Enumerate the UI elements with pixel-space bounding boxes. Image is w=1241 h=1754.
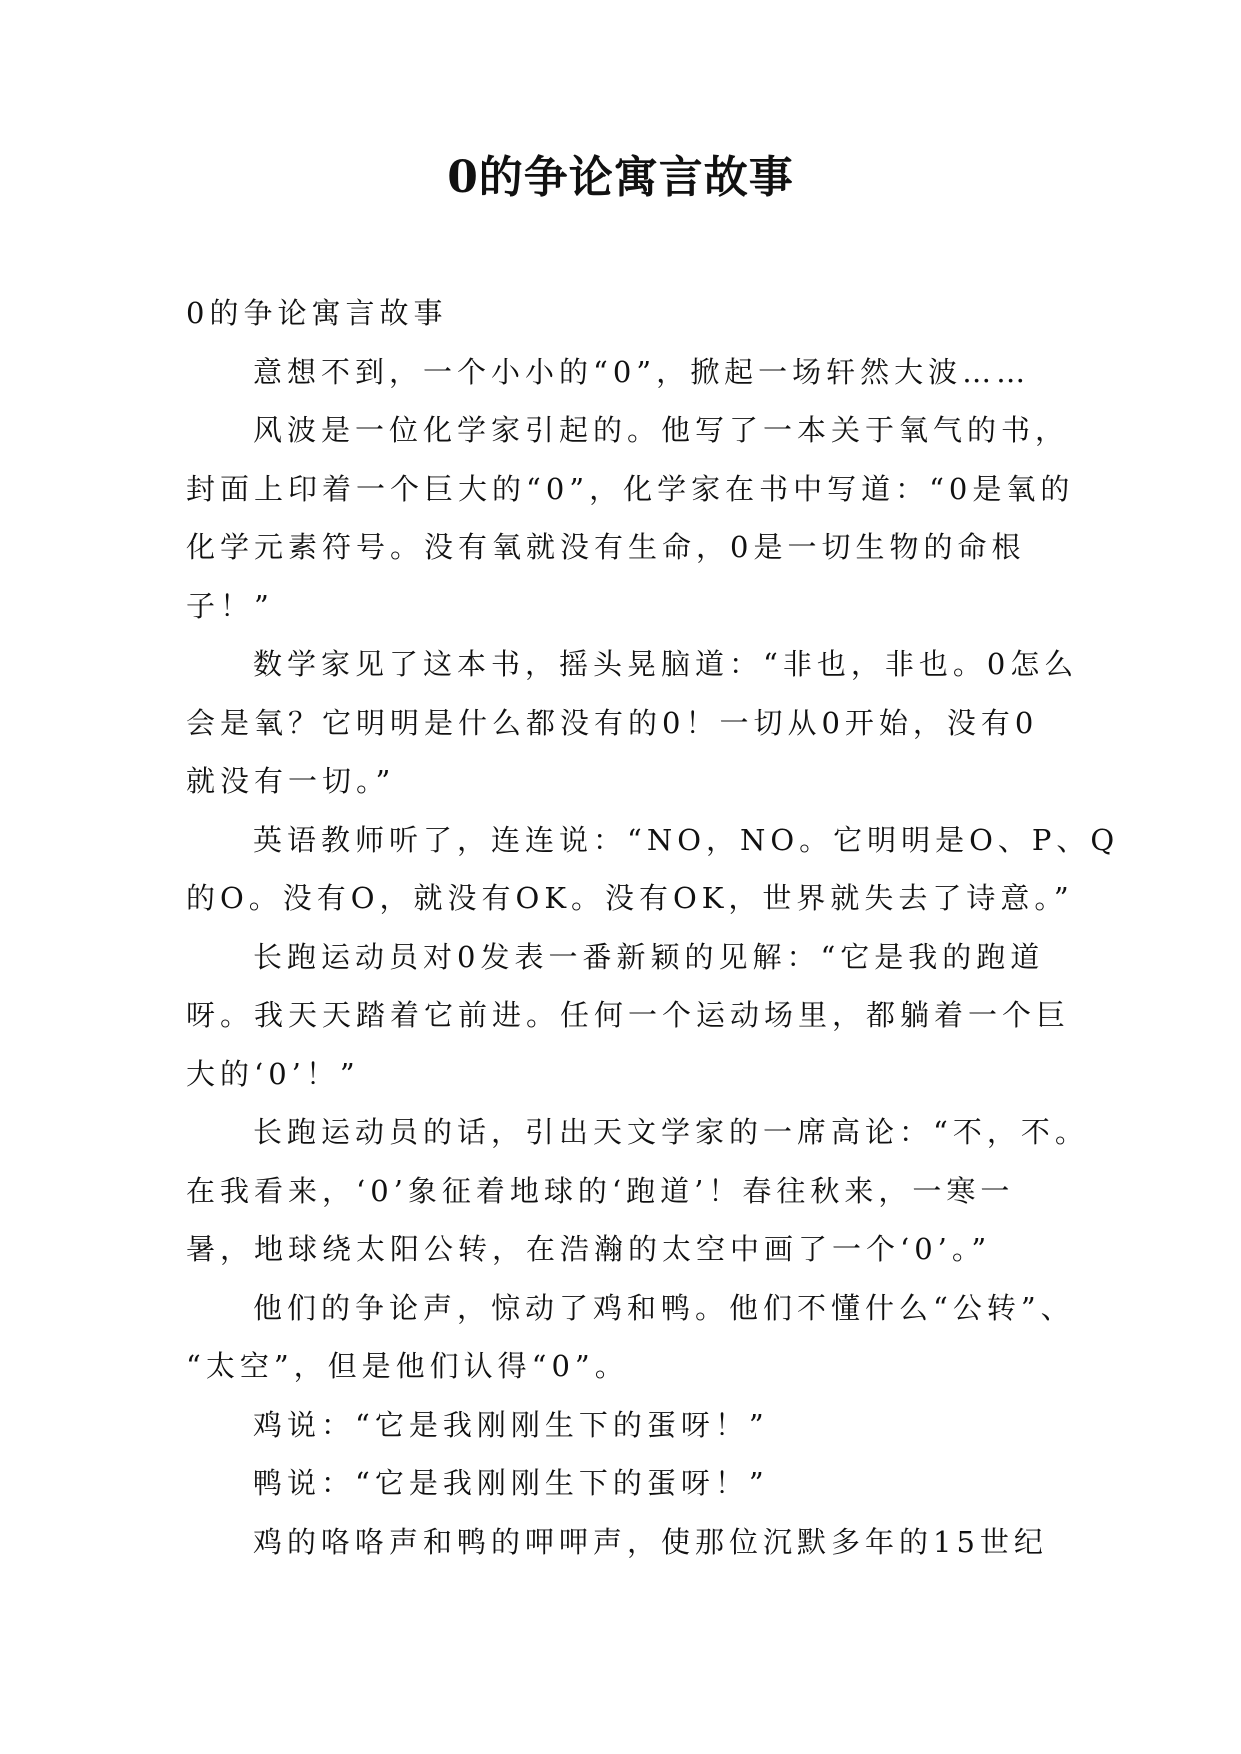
text-line: 会是氧？它明明是什么都没有的0！一切从0开始，没有0 (186, 705, 1039, 740)
document-title: 0的争论寓言故事 (447, 152, 794, 203)
text-line: 数学家见了这本书，摇头晃脑道：“非也，非也。0怎么 (253, 647, 1079, 681)
document-body (186, 284, 1120, 1571)
text-line: 在我看来，‘0’象征着地球的‘跑道’！春往秋来，一寒一 (186, 1173, 1015, 1208)
text-line: 大的‘0’！” (186, 1056, 360, 1091)
text-line: 呀。我天天踏着它前进。任何一个运动场里，都躺着一个巨 (186, 998, 1071, 1032)
text-line: 0的争论寓言故事 (186, 296, 448, 330)
text-line: 子！” (186, 588, 274, 623)
text-line: 封面上印着一个巨大的“0”，化学家在书中写道：“0是氧的 (186, 471, 1075, 506)
text-line: 鸡说：“它是我刚刚生下的蛋呀！” (253, 1407, 769, 1442)
text-line: 长跑运动员对0发表一番新颖的见解：“它是我的跑道 (253, 939, 1045, 974)
text-line: 化学元素符号。没有氧就没有生命，0是一切生物的命根 (186, 530, 1026, 564)
text-line: 就没有一切。” (186, 764, 396, 798)
text-line: 风波是一位化学家引起的。他写了一本关于氧气的书， (253, 413, 1070, 447)
text-line: 暑，地球绕太阳公转，在浩瀚的太空中画了一个‘0’。” (186, 1232, 992, 1266)
text-line: 长跑运动员的话，引出天文学家的一席高论：“不，不。 (253, 1115, 1089, 1149)
text-line: 意想不到，一个小小的“0”，掀起一场轩然大波…… (253, 354, 1031, 389)
text-line: 鸡的咯咯声和鸭的呷呷声，使那位沉默多年的15世纪 (253, 1524, 1048, 1559)
text-line: 英语教师听了，连连说：“NO，NO。它明明是O、P、Q (253, 822, 1120, 857)
text-line: 的O。没有O，就没有OK。没有OK，世界就失去了诗意。” (186, 881, 1074, 915)
text-line: 他们的争论声，惊动了鸡和鸭。他们不懂什么“公转”、 (253, 1290, 1075, 1325)
text-line: 鸭说：“它是我刚刚生下的蛋呀！” (253, 1466, 769, 1500)
text-line: “太空”，但是他们认得“0”。 (186, 1349, 629, 1383)
